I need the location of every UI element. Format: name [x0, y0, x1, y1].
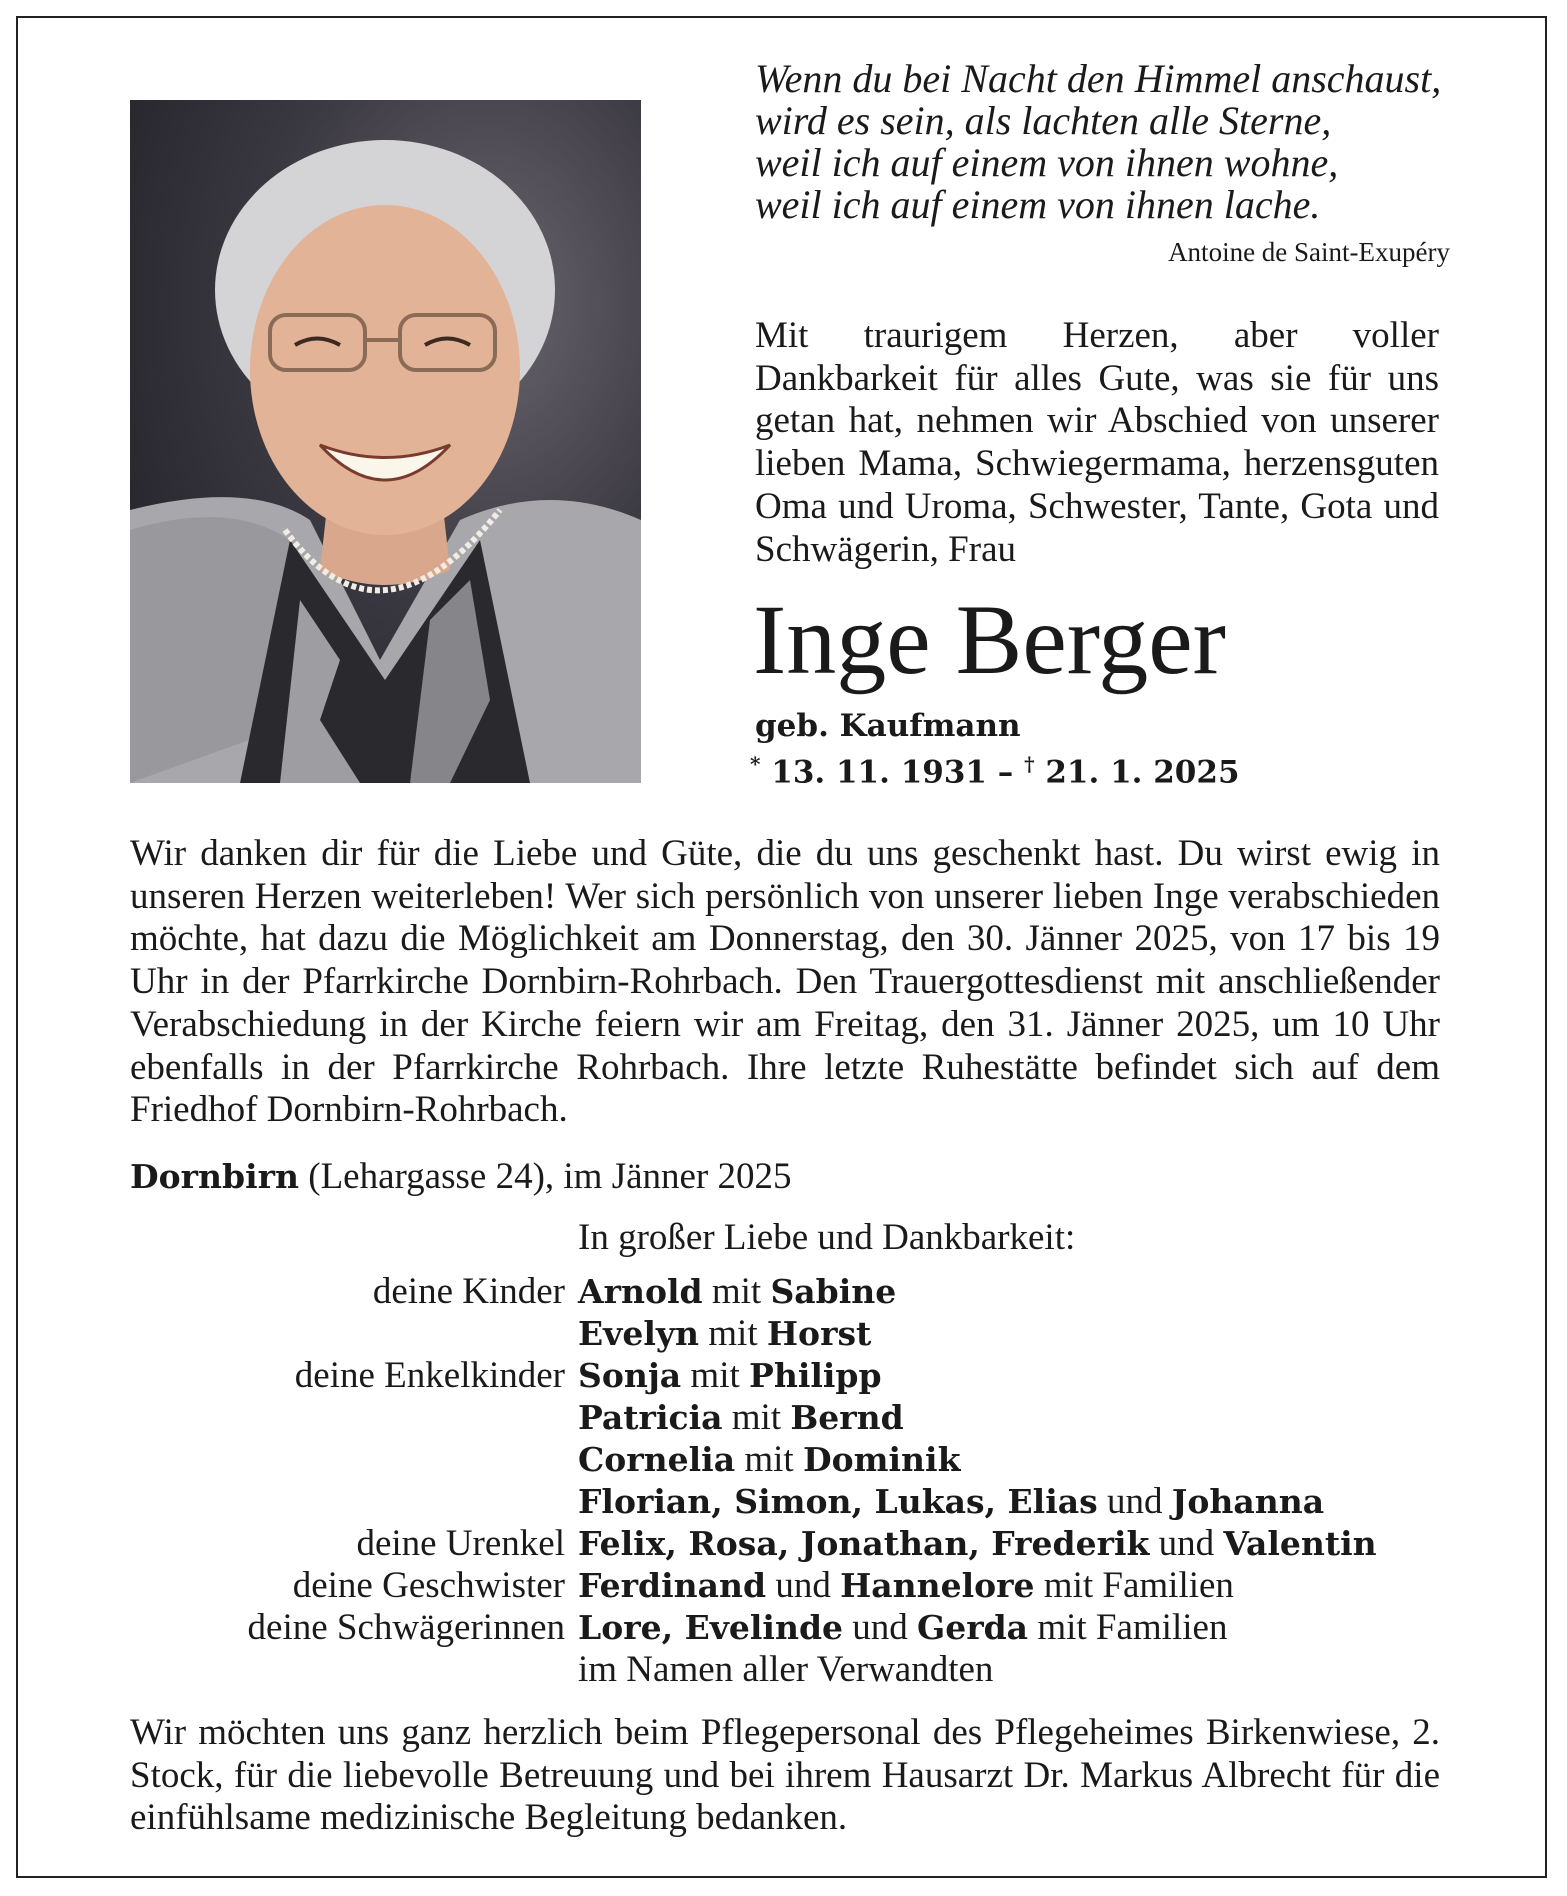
- mourner-connector: mit: [681, 1355, 750, 1396]
- place-city: Dornbirn: [130, 1157, 299, 1196]
- mourner-names: [578, 1564, 1234, 1607]
- mourner-name: Horst: [766, 1314, 872, 1353]
- mourner-connector: mit Familien: [1034, 1565, 1234, 1606]
- mourners-list: [130, 1270, 1450, 1690]
- mourner-row: [130, 1648, 1450, 1690]
- mourner-names: [578, 1354, 882, 1397]
- mourner-names: [578, 1648, 993, 1691]
- mourner-name: Patricia: [578, 1398, 723, 1437]
- mourner-connector: mit Familien: [1028, 1607, 1228, 1648]
- mourner-row: [130, 1270, 1450, 1312]
- mourner-names: [578, 1438, 960, 1481]
- mourner-relation: deine Schwägerinnen: [247, 1607, 565, 1648]
- mourner-name: Evelyn: [578, 1314, 700, 1353]
- mourner-relation: deine Kinder: [372, 1271, 565, 1312]
- portrait-photo: [130, 100, 641, 783]
- mourner-row: [130, 1312, 1450, 1354]
- intro-text: Mit traurigem Herzen, aber voller Dankbarkeit für alles Gute, was sie für uns getan hat, nehmen wir Abschied von unserer lieben Mama, Schwiegermama, herzensguten Oma und Uroma, Schwester, Tante, Gota und Schwägerin, Frau: [755, 315, 1439, 570]
- mourner-relation: deine Urenkel: [356, 1523, 565, 1564]
- birth-date: 13. 11. 1931: [771, 754, 987, 791]
- mourner-row: [130, 1354, 1450, 1396]
- death-date: 21. 1. 2025: [1045, 754, 1240, 791]
- mourner-name: Arnold: [578, 1272, 703, 1311]
- mourner-relation: deine Enkelkinder: [294, 1355, 565, 1396]
- mourner-relation: deine Geschwister: [292, 1565, 565, 1606]
- mourner-name: Ferdinand: [578, 1566, 767, 1605]
- life-dates: [750, 752, 1240, 790]
- mourner-connector: mit: [722, 1397, 791, 1438]
- maiden-name: geb. Kaufmann: [755, 708, 1021, 744]
- mourner-connector: mit: [735, 1439, 803, 1480]
- mourner-names: [578, 1522, 1377, 1565]
- mourner-name: Felix, Rosa, Jonathan, Frederik: [578, 1524, 1150, 1563]
- mourner-connector: und: [766, 1565, 841, 1606]
- mourner-row: [130, 1396, 1450, 1438]
- mourner-name: Gerda: [917, 1608, 1029, 1647]
- mourner-name: Lore, Evelinde: [578, 1608, 844, 1647]
- mourner-connector: und: [1149, 1523, 1224, 1564]
- place-line: [130, 1155, 792, 1198]
- place-rest: (Lehargasse 24), im Jänner 2025: [299, 1156, 792, 1197]
- mourner-names: [578, 1396, 904, 1439]
- mourner-connector: und: [843, 1607, 918, 1648]
- thanks-text: Wir möchten uns ganz herzlich beim Pflegepersonal des Pflegeheimes Birkenwiese, 2. Stock, für die liebevolle Betreuung und bei ihrem Hausarzt Dr. Markus Albrecht für die einfühlsame medizinische Begleitung bedanken.: [130, 1712, 1440, 1839]
- mourner-name: Cornelia: [578, 1440, 736, 1479]
- date-dash: –: [997, 754, 1014, 791]
- deceased-name: Inge Berger: [753, 584, 1226, 695]
- mourner-name: Johanna: [1171, 1482, 1325, 1521]
- mourner-name: Sabine: [770, 1272, 897, 1311]
- mourner-row: [130, 1564, 1450, 1606]
- mourner-name: Hannelore: [840, 1566, 1035, 1605]
- death-symbol: †: [1024, 752, 1035, 776]
- mourner-names: [578, 1270, 896, 1313]
- quote-line: Wenn du bei Nacht den Himmel anschaust,: [755, 56, 1442, 101]
- birth-symbol: *: [750, 752, 761, 776]
- mourner-row: [130, 1480, 1450, 1522]
- mourner-name: Sonja: [578, 1356, 682, 1395]
- mourner-name: Florian, Simon, Lukas, Elias: [578, 1482, 1098, 1521]
- mourner-names: [578, 1606, 1227, 1649]
- mourner-name: Philipp: [749, 1356, 882, 1395]
- quote-author: Antoine de Saint-Exupéry: [1168, 237, 1450, 267]
- mourner-names: [578, 1480, 1324, 1523]
- mourner-name: Bernd: [790, 1398, 904, 1437]
- quote-line: wird es sein, als lachten alle Sterne,: [755, 98, 1332, 143]
- mourner-row: [130, 1438, 1450, 1480]
- mourner-connector: mit: [702, 1271, 771, 1312]
- mourner-names: [578, 1312, 871, 1355]
- quote-line: weil ich auf einem von ihnen lache.: [755, 182, 1321, 227]
- portrait-illustration: [130, 100, 641, 783]
- mourner-name: Valentin: [1223, 1524, 1377, 1563]
- quote: [755, 58, 1455, 226]
- closing-intro: In großer Liebe und Dankbarkeit:: [578, 1217, 1076, 1258]
- mourner-connector: mit: [699, 1313, 767, 1354]
- quote-line: weil ich auf einem von ihnen wohne,: [755, 140, 1339, 185]
- mourner-row: [130, 1522, 1450, 1564]
- mourner-name: Dominik: [802, 1440, 961, 1479]
- mourner-row: [130, 1606, 1450, 1648]
- body-text: Wir danken dir für die Liebe und Güte, die du uns geschenkt hast. Du wirst ewig in unseren Herzen weiterleben! Wer sich persönlich von unserer lieben Inge verabschieden möchte, hat dazu die Möglichkeit am Donnerstag, den 30. Jänner 2025, von 17 bis 19 Uhr in der Pfarrkirche Dornbirn-Rohrbach. Den Trauergottesdienst mit anschließender Verabschiedung in der Kirche feiern wir am Freitag, den 31. Jänner 2025, um 10 Uhr ebenfalls in der Pfarrkirche Rohrbach. Ihre letzte Ruhestätte befindet sich auf dem Friedhof Dornbirn-Rohrbach.: [130, 833, 1440, 1131]
- mourner-connector: und: [1097, 1481, 1172, 1522]
- mourner-connector: im Namen aller Verwandten: [578, 1649, 994, 1690]
